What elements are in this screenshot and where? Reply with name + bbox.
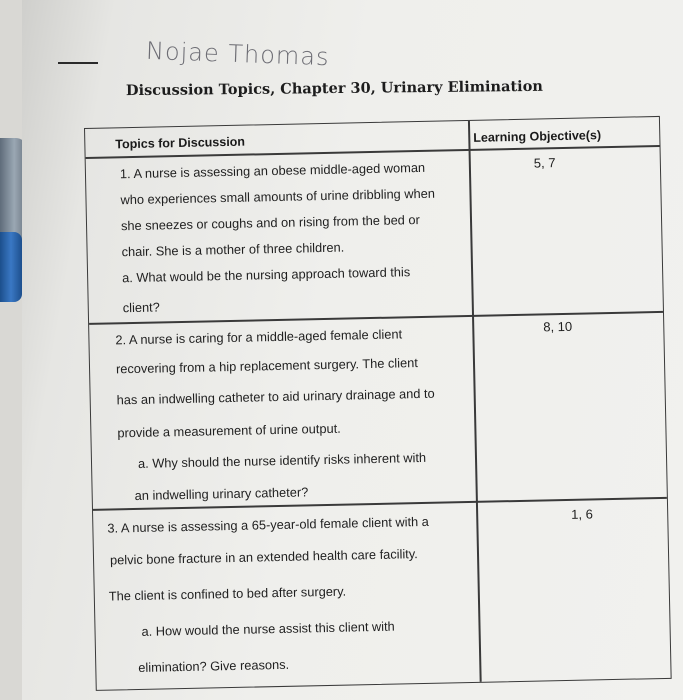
topic-line: 2. A nurse is caring for a middle-aged female client	[115, 326, 403, 348]
handwritten-name: Nojae Thomas	[145, 36, 330, 72]
topic-line: she sneezes or coughs and on rising from the bed or	[120, 211, 420, 234]
objective-cell-3: 1, 6	[571, 506, 594, 522]
topic-line: chair. She is a mother of three children.	[121, 239, 345, 260]
topic-line: a. How would the nurse assist this client with	[141, 618, 395, 639]
topic-line: 1. A nurse is assessing an obese middle-aged woman	[119, 159, 426, 182]
topic-line: has an indwelling catheter to aid urinary drainage and to	[116, 385, 435, 408]
topic-line: elimination? Give reasons.	[138, 656, 290, 675]
topic-line: 3. A nurse is assessing a 65-year-old female client with a	[107, 513, 429, 536]
objective-cell-1: 5, 7	[533, 155, 556, 171]
topic-line: pelvic bone fracture in an extended health care facility.	[109, 546, 418, 568]
header-topics: Topics for Discussion	[115, 134, 246, 152]
topic-cell-2	[115, 325, 469, 504]
topic-line: provide a measurement of urine output.	[117, 420, 341, 441]
topic-line: an indwelling urinary catheter?	[134, 484, 309, 504]
header-objectives: Learning Objective(s)	[473, 128, 602, 145]
topic-line: a. Why should the nurse identify risks inherent with	[137, 449, 427, 471]
topic-line: recovering from a hip replacement surgery. The client	[115, 355, 418, 377]
topic-line: The client is confined to bed after surgery.	[108, 583, 347, 604]
topic-cell-3	[107, 513, 475, 686]
objective-cell-2: 8, 10	[543, 318, 573, 335]
discussion-table	[84, 116, 672, 691]
topic-line: a. What would be the nursing approach toward this	[121, 264, 411, 286]
pen-clip	[0, 232, 22, 302]
topic-line: who experiences small amounts of urine dribbling when	[120, 185, 436, 208]
blank-line	[58, 62, 98, 64]
page-title: Discussion Topics, Chapter 30, Urinary Elimination	[125, 77, 543, 100]
topic-line: client?	[122, 299, 160, 316]
topic-cell-1	[120, 159, 463, 316]
